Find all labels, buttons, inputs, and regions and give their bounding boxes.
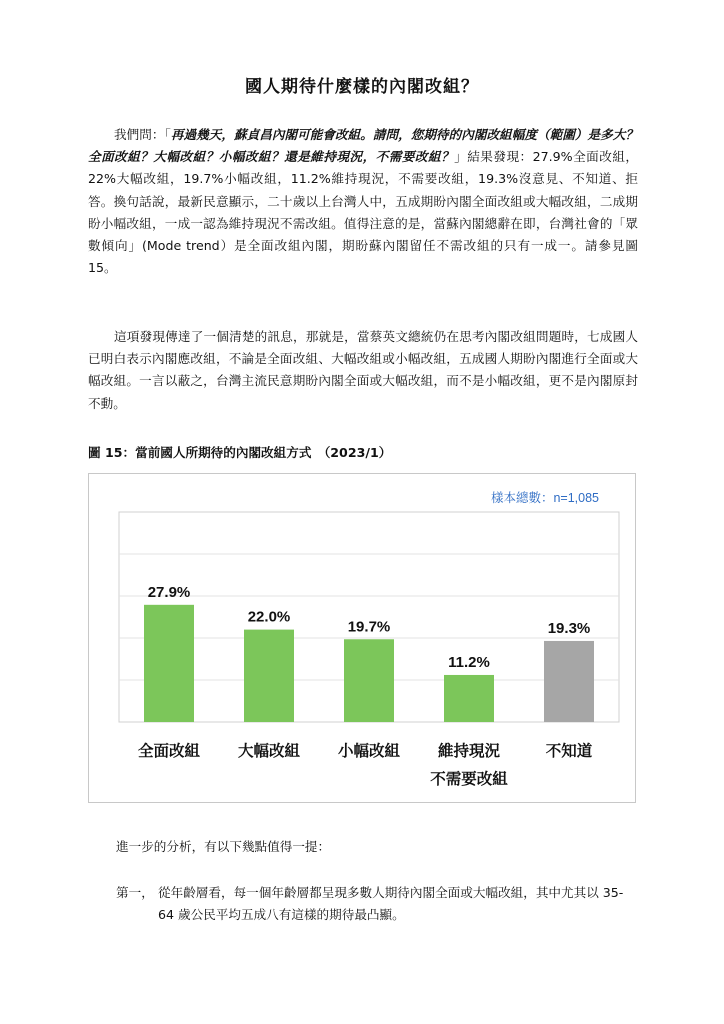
bar [244, 630, 294, 722]
paragraph-survey-question [88, 124, 638, 279]
question-lead: 我們問：「 [114, 127, 171, 142]
bar [144, 605, 194, 722]
point-label: 第一， [116, 885, 154, 900]
point-text: 從年齡層看，每一個年齡層都呈現多數人期待內閣全面或大幅改組，其中尤其以 35-64 歲公民平均五成八有這樣的期待最凸顯。 [158, 885, 624, 923]
page-title: 國人期待什麼樣的內閣改組？ [245, 77, 479, 97]
data-label: 19.3% [547, 619, 591, 637]
analysis-point-1 [116, 882, 638, 926]
chart-frame [88, 473, 636, 803]
category-label: 小幅改組 [337, 742, 401, 760]
sample-size-note: 樣本總數：n=1,085 [490, 491, 599, 505]
data-label: 22.0% [247, 608, 291, 626]
bar [444, 675, 494, 722]
category-label: 維持現況 [437, 742, 501, 760]
data-label: 27.9% [147, 583, 191, 601]
data-label: 19.7% [347, 618, 391, 636]
category-label: 不需要改組 [430, 770, 508, 788]
category-label: 全面改組 [137, 742, 201, 760]
data-label: 11.2% [448, 653, 490, 671]
bar [544, 641, 594, 722]
category-label: 不知道 [545, 742, 593, 760]
analysis-intro: 進一步的分析，有以下幾點值得一提： [116, 839, 331, 854]
bar-chart [89, 474, 635, 802]
bar [344, 639, 394, 722]
survey-question-text: 再過幾天，蘇貞昌內閣可能會改組。請問，您期待的內閣改組幅度（範圍）是多大？全面改組？大幅改組？小幅改組？還是維持現況，不需要改組？ [88, 127, 639, 165]
paragraph-interpretation: 這項發現傳達了一個清楚的訊息，那就是，當蔡英文總統仍在思考內閣改組問題時，七成國人已明白表示內閣應改組，不論是全面改組、大幅改組或小幅改組，五成國人期盼內閣進行全面或大幅改組。一言以蔽之，台灣主流民意期盼內閣全面或大幅改組，而不是小幅改組，更不是內閣原封不動。 [88, 329, 638, 411]
survey-result-text: 」結果發現：27.9%全面改組，22%大幅改組，19.7%小幅改組，11.2%維持現況，不需要改組，19.3%沒意見、不知道、拒答。換句話說，最新民意顯示，二十歲以上台灣人中，五成期盼內閣全面改組或大幅改組，二成期盼小幅改組，一成一認為維持現況不需改組。值得注意的是，當蘇內閣總辭在即，台灣社會的「眾數傾向」(Mode trend）是全面改組內閣，期盼蘇內閣留任不需改組的只有一成一。請參見圖 15。 [88, 149, 639, 276]
figure-caption: 圖 15：當前國人所期待的內閣改組方式 （2023/1） [88, 445, 392, 460]
category-label: 大幅改組 [237, 742, 301, 760]
